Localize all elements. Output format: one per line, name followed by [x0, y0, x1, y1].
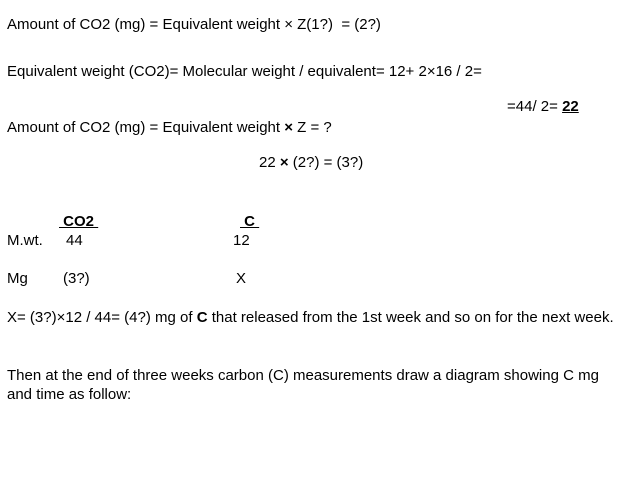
equivalent-result-value: 22	[562, 98, 579, 115]
line-equivalent-weight	[7, 63, 482, 81]
table-cell-co2-mwt: 44	[66, 232, 83, 249]
calculation-text-b: (2?) = (3?)	[288, 154, 364, 171]
multiply-sign: ×	[279, 154, 289, 171]
table-cell-c-mwt: 12	[233, 232, 250, 249]
multiply-sign: ×	[284, 119, 293, 136]
paragraph-carbon-released	[7, 308, 627, 327]
table-cell-c-mg: X	[236, 270, 247, 287]
calculation-text-a: 22	[259, 154, 280, 171]
paragraph-carbon-bold-c: C	[196, 309, 208, 326]
line-amount-co2	[7, 16, 381, 34]
line-amount-co2-z	[7, 119, 332, 137]
table-header-c: C	[240, 213, 260, 230]
line-equivalent-weight-text: Equivalent weight (CO2)= Molecular weight / equivalent= 12+ 2×16 / 2=	[7, 63, 482, 80]
line-equivalent-result	[507, 98, 579, 116]
table-header-co2: CO2	[59, 213, 99, 230]
table-row-label-mwt: M.wt.	[7, 232, 43, 249]
paragraph-carbon-text-b: that released from the 1st week and so on for the next week.	[207, 309, 614, 326]
table-cell-co2-mg: (3?)	[63, 270, 90, 287]
paragraph-carbon-text-a: X= (3?)×12 / 44= (4?) mg of	[7, 309, 197, 326]
table-row-label-mg: Mg	[7, 270, 28, 287]
paragraph-diagram-instructions: Then at the end of three weeks carbon (C) measurements draw a diagram showing C mg and time as follow:	[7, 367, 599, 403]
equivalent-result-prefix: =44/ 2=	[507, 98, 563, 115]
line-calculation	[259, 154, 363, 172]
amount-co2-z-text-b: Z = ?	[292, 119, 332, 136]
line-amount-co2-text: Amount of CO2 (mg) = Equivalent weight × Z(1?) = (2?)	[7, 16, 381, 33]
amount-co2-z-text-a: Amount of CO2 (mg) = Equivalent weight	[7, 119, 285, 136]
